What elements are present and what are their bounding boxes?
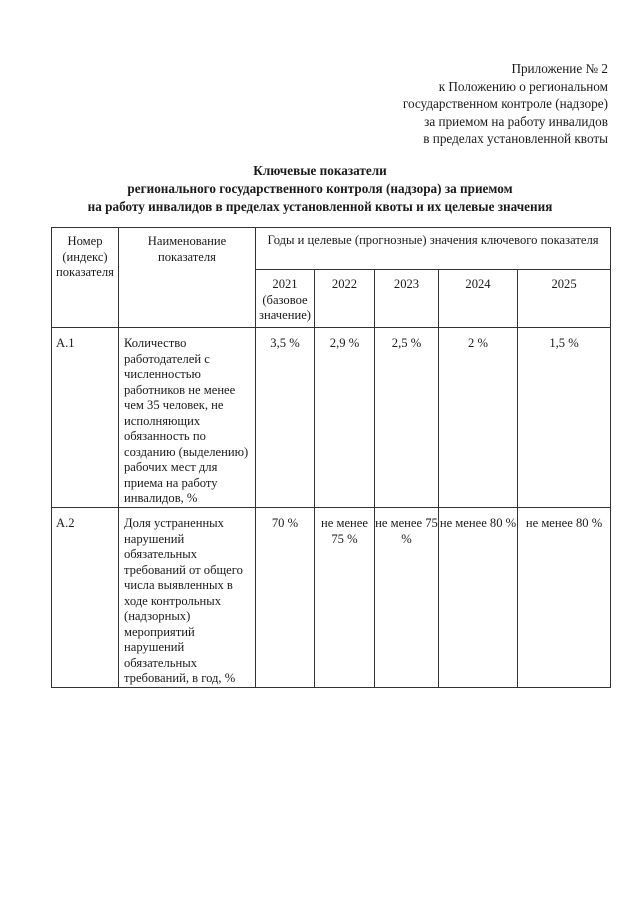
- header-row: [52, 228, 611, 270]
- row-value-2021: 70 %: [256, 508, 315, 688]
- appendix-line: государственном контроле (надзоре): [402, 96, 608, 111]
- row-index: А.2: [52, 508, 119, 688]
- appendix-block: [403, 60, 608, 148]
- appendix-line: Приложение № 2: [511, 61, 608, 76]
- title-line: регионального государственного контроля (надзора) за приемом: [127, 181, 513, 196]
- table-row: [52, 508, 611, 688]
- header-year-2022: 2022: [315, 270, 375, 328]
- title-line: Ключевые показатели: [253, 163, 387, 178]
- title-line: на работу инвалидов в пределах установленной квоты и их целевые значения: [87, 199, 553, 214]
- appendix-line: в пределах установленной квоты: [423, 131, 608, 146]
- header-year-2024: 2024: [439, 270, 518, 328]
- table-row: [52, 328, 611, 508]
- row-name: Количество работодателей с численностью работников не менее чем 35 человек, не исполняющих обязанность по созданию (выделению) рабочих мест для приема на работу инвалидов, %: [119, 328, 256, 508]
- row-value-2025: 1,5 %: [518, 328, 611, 508]
- header-years-group: Годы и целевые (прогнозные) значения ключевого показателя: [256, 228, 611, 270]
- row-value-2025: не менее 80 %: [518, 508, 611, 688]
- header-name: Наименование показателя: [119, 228, 256, 328]
- row-index: А.1: [52, 328, 119, 508]
- header-year-2023: 2023: [375, 270, 439, 328]
- row-value-2022: не менее 75 %: [315, 508, 375, 688]
- row-value-2022: 2,9 %: [315, 328, 375, 508]
- row-value-2024: не менее 80 %: [439, 508, 518, 688]
- row-value-2023: не менее 75 %: [375, 508, 439, 688]
- document-title: [0, 162, 640, 216]
- appendix-line: к Положению о региональном: [438, 78, 608, 94]
- row-value-2021: 3,5 %: [256, 328, 315, 508]
- header-year-2021: 2021 (базовое значение): [256, 270, 315, 328]
- appendix-line: за приемом на работу инвалидов: [424, 113, 608, 129]
- row-value-2024: 2 %: [439, 328, 518, 508]
- row-value-2023: 2,5 %: [375, 328, 439, 508]
- header-year-2025: 2025: [518, 270, 611, 328]
- indicators-table: [51, 227, 611, 688]
- row-name: Доля устраненных нарушений обязательных требований от общего числа выявленных в ходе контрольных (надзорных) мероприятий нарушений обязательных требований, в год, %: [119, 508, 256, 688]
- header-number: Номер (индекс) показателя: [52, 228, 119, 328]
